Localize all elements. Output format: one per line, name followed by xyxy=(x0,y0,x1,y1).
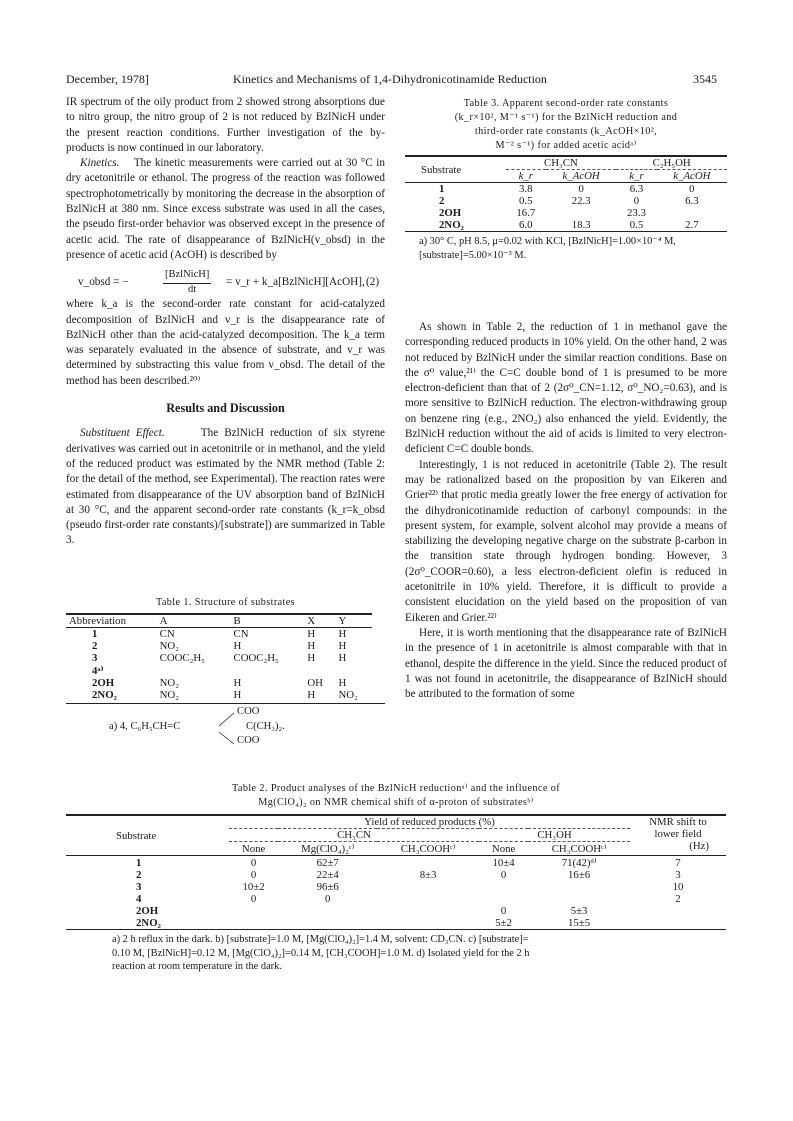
t1-cell: H xyxy=(233,677,242,689)
t2-nmr-line-1: NMR shift to xyxy=(649,816,707,828)
t2-cell xyxy=(229,905,278,917)
t2-cell: 0 xyxy=(500,869,507,881)
table-1 xyxy=(66,596,385,748)
section-heading: Results and Discussion xyxy=(166,401,285,416)
t2-header-ch3oh: CH₃OH xyxy=(479,829,630,842)
t2-cell: 3 xyxy=(136,881,142,893)
t3-cell: 22.3 xyxy=(571,195,591,207)
t1-ring-lines xyxy=(216,708,252,748)
table-row xyxy=(66,869,726,881)
t1-header-abbrev: Abbreviation xyxy=(69,615,126,627)
t3-caption-2: (k_r×10², M⁻¹ s⁻¹) for the BzlNicH reduction and xyxy=(454,112,678,123)
table-row xyxy=(66,905,726,917)
t1-cell: 2OH xyxy=(92,677,115,689)
t1-note-bottom: COO xyxy=(237,735,260,746)
t2-header-yield: Yield of reduced products (%) xyxy=(229,815,630,829)
t2-sub-none-2: None xyxy=(491,842,516,855)
t3-caption-4: M⁻² s⁻¹) for added acetic acidᵃ⁾ xyxy=(495,140,637,151)
t2-cell: 3 xyxy=(675,869,681,881)
t3-header-substrate: Substrate xyxy=(421,163,462,176)
t2-sub-acoh-1: CH₃COOHᶜ⁾ xyxy=(400,843,456,855)
table-row xyxy=(66,640,372,652)
t3-cell: 0 xyxy=(633,195,640,207)
t1-header-b: B xyxy=(233,615,241,627)
t2-sub-none-1: None xyxy=(241,842,266,855)
substituent-label: Substituent Effect. xyxy=(80,427,165,440)
table-row xyxy=(405,183,727,196)
table-2-grid xyxy=(66,814,726,929)
equation-2 xyxy=(66,269,385,296)
t2-cell xyxy=(479,893,528,905)
t3-header-kr-2: k_r xyxy=(629,170,644,182)
t2-sub-acoh-2: CH₃COOHᶜ⁾ xyxy=(551,843,607,855)
t1-cell: H xyxy=(338,652,347,664)
t2-cell: 5±3 xyxy=(570,905,588,917)
t3-cell: 16.7 xyxy=(516,207,536,219)
t3-cell: 6.3 xyxy=(685,195,699,207)
t2-cell: 10 xyxy=(672,881,684,893)
t3-cell xyxy=(546,207,616,219)
table-3 xyxy=(405,97,727,262)
t2-cell: 5±2 xyxy=(495,917,512,929)
t2-header-substrate: Substrate xyxy=(116,829,157,842)
t2-cell xyxy=(630,917,726,929)
table-row xyxy=(66,677,372,689)
t3-cell: 2.7 xyxy=(685,219,699,231)
t2-note-2: 0.10 M, [BzlNicH]=0.12 M, [Mg(ClO₄)₂]=0.14 M, [CH₃COOH]=1.0 M. d) Isolated yield for the 2 h xyxy=(112,947,530,959)
t3-cell: 6.0 xyxy=(519,219,533,231)
t2-cell: 71(42)ᵈ⁾ xyxy=(561,857,597,869)
t1-cell: NO₂ xyxy=(159,640,179,652)
t1-cell: H xyxy=(338,640,347,652)
t3-header-c2h5oh: C₂H₅OH xyxy=(616,156,727,170)
t1-note-top: COO xyxy=(237,706,260,717)
table-row xyxy=(66,917,726,929)
t2-header-nmr xyxy=(630,815,726,856)
t2-cell: 2 xyxy=(136,869,142,881)
t2-cell xyxy=(278,917,377,929)
table-row xyxy=(66,893,726,905)
t2-caption-2: Mg(ClO₄)₂ on NMR chemical shift of α-proton of substratesᵇ⁾ xyxy=(258,797,534,808)
kinetics-label: Kinetics. xyxy=(80,157,120,170)
t1-cell: H xyxy=(338,677,347,689)
t1-cell: 2NO₂ xyxy=(92,689,117,701)
table-row xyxy=(405,219,727,231)
t3-cell: 18.3 xyxy=(571,219,591,231)
t2-cell: 0 xyxy=(500,905,507,917)
table-3-grid xyxy=(405,155,727,231)
paragraph-methanol: As shown in Table 2, the reduction of 1 in methanol gave the corresponding reduced products in 10% yield. On the other hand, 2 was not reduced by BzlNicH under the similar reaction conditions. Base on the σ⁰ value,²¹⁾ the C=C double bond of 1 is presumed to be more electron-deficient than that of 2 (2σ⁰_CN=1.12, σ⁰_NO₂=0.63), and is more sensitive to BzlNicH reduction. The electron-withdrawing group on benzene ring (e.g., 2NO₂) also enhanced the yield. Evidently, the BzlNicH reduction without the aid of acids is limited to very electron-deficient C=C double bonds. xyxy=(405,321,727,456)
table-row xyxy=(66,628,372,641)
right-column xyxy=(405,320,727,702)
eq-numerator: [BzlNicH] xyxy=(163,267,211,283)
t2-cell xyxy=(377,905,479,917)
t1-header-a: A xyxy=(159,615,168,627)
t3-cell: 2NO₂ xyxy=(439,219,464,231)
t2-cell: 2OH xyxy=(136,905,159,917)
paragraph-substituent xyxy=(66,426,385,548)
t3-cell: 0 xyxy=(689,183,695,195)
t2-header-ch3cn: CH₃CN xyxy=(229,829,479,842)
t3-cell: 0.5 xyxy=(519,195,533,207)
t1-cell xyxy=(157,664,231,677)
t2-cell xyxy=(630,905,726,917)
table-1-grid xyxy=(66,613,372,701)
t2-cell: 2 xyxy=(675,893,681,905)
t3-header-kacoh-2: k_AcOH xyxy=(673,170,711,182)
t1-cell: NO₂ xyxy=(159,689,179,701)
table-1-caption: Table 1. Structure of substrates xyxy=(155,597,296,608)
header-page: 3545 xyxy=(693,72,717,86)
t3-cell: 2OH xyxy=(439,207,462,219)
t3-cell: 0 xyxy=(578,183,584,195)
t3-cell: 2 xyxy=(439,195,445,207)
table-2 xyxy=(66,782,726,974)
table-row xyxy=(66,689,372,701)
t2-cell: 0 xyxy=(250,856,257,869)
t2-cell: 10±4 xyxy=(492,856,515,869)
t2-nmr-line-3: (Hz) xyxy=(689,840,709,852)
paragraph-ka: where k_a is the second-order rate constant for acid-catalyzed decomposition of BzlNicH and v_r is the disappearance rate of BzlNicH other than the acid-catalyzed decomposition. The k_a term was separately evaluated in the absence of substrate, and v_r was determined by substracting this value from v_obsd. The detail of the method has been described.²⁰⁾ xyxy=(66,298,385,387)
t2-sub-mg: Mg(ClO₄)₂ᶜ⁾ xyxy=(301,843,355,855)
t1-cell: H xyxy=(307,640,316,652)
t3-caption-1: Table 3. Apparent second-order rate constants xyxy=(463,98,669,109)
t2-cell: 96±6 xyxy=(316,881,339,893)
t3-header-ch3cn: CH₃CN xyxy=(506,156,617,170)
paragraph-acetonitrile: Interestingly, 1 is not reduced in acetonitrile (Table 2). The result may be rationalized based on the proposition by van Eikeren and Grier²²⁾ that protic media greatly lower the free energy of activation for the dihydronicotinamide reduction of carbonyl compounds: in the present system, for example, solvent alcohol may provide a means of stabilizing the developing negative charge on the substrate β-carbon in the transition state through hydrogen bonding. However, 3 (2σ⁰_COOR=0.60), a less electron-deficient olefin is reduced in acetonitrile in 10% yield. Therefore, it is difficult to provide a consistent elucidation on the yield based on the proposition of van Eikeren and Grier.²²⁾ xyxy=(405,458,727,624)
t2-cell xyxy=(377,893,479,905)
t1-header-x: X xyxy=(307,615,316,627)
t3-header-kr-1: k_r xyxy=(518,170,533,182)
table-row xyxy=(66,664,372,677)
t2-cell: 4 xyxy=(136,893,142,905)
t2-cell xyxy=(528,881,630,893)
t1-note-prefix: a) 4, C₆H₅CH=C xyxy=(109,721,181,732)
table-row xyxy=(405,195,727,207)
t3-cell: 6.3 xyxy=(629,183,644,195)
left-column xyxy=(66,95,385,549)
t1-cell: CN xyxy=(159,628,175,640)
t1-cell: OH xyxy=(307,677,323,689)
t1-cell: 2 xyxy=(92,640,98,652)
t3-note: a) 30° C, pH 8.5, μ=0.02 with KCl, [BzlNicH]=1.00×10⁻⁴ M, [substrate]=5.00×10⁻³ M. xyxy=(405,231,727,262)
t2-cell xyxy=(528,893,630,905)
t1-cell: COOC₂H₅ xyxy=(159,652,205,664)
t2-cell xyxy=(377,917,479,929)
table-row xyxy=(66,881,726,893)
eq-rhs: = v_r + k_a[BzlNicH][AcOH], xyxy=(226,276,365,289)
t1-cell: H xyxy=(233,640,242,652)
eq-denominator: dt xyxy=(188,284,197,296)
t1-body xyxy=(66,628,372,702)
t3-header-kacoh-1: k_AcOH xyxy=(562,170,600,182)
t2-cell: 8±3 xyxy=(419,869,437,881)
t2-cell: 10±2 xyxy=(242,881,265,893)
t2-note-1: a) 2 h reflux in the dark. b) [substrate]=1.0 M, [Mg(ClO₄)₂]=1.4 M, solvent: CD₃CN. c) [substrate]= xyxy=(112,934,529,945)
t1-cell: H xyxy=(307,628,316,640)
t1-cell: H xyxy=(338,628,347,640)
t1-cell: NO₂ xyxy=(159,677,179,689)
t1-cell: H xyxy=(233,689,242,701)
paragraph-disappearance: Here, it is worth mentioning that the disappearance rate of BzlNicH in the presence of 1 in acetonitrile is almost comparable with that in ethanol, despite the difference in the yield. Since the reduced product of 1 was not found in acetonitrile, the disappearance of BzlNicH should be attributed to the formation of some xyxy=(405,626,727,701)
t3-cell: 0.5 xyxy=(629,219,644,231)
table-row xyxy=(66,652,372,664)
t1-cell: 3 xyxy=(92,652,98,664)
t1-cell: 4ᵃ⁾ xyxy=(92,665,104,677)
t2-cell: 2NO₂ xyxy=(136,917,161,929)
t3-cell: 23.3 xyxy=(627,207,646,219)
t2-cell xyxy=(229,917,278,929)
t1-cell xyxy=(304,664,335,677)
t1-header-y: Y xyxy=(338,615,347,627)
t3-caption-3: third-order rate constants (k_AcOH×10², xyxy=(474,126,658,137)
t2-cell xyxy=(377,856,479,870)
t2-cell: 0 xyxy=(250,869,257,881)
t1-cell: COOC₂H₅ xyxy=(233,652,279,664)
t2-cell xyxy=(377,881,479,893)
t2-note-3: reaction at room temperature in the dark. xyxy=(112,961,282,972)
t1-cell xyxy=(231,664,305,677)
table-1-note xyxy=(66,703,385,748)
table-row xyxy=(405,207,727,219)
t2-nmr-line-2: lower field xyxy=(654,828,702,840)
t1-cell xyxy=(335,664,372,677)
t1-cell: H xyxy=(307,652,316,664)
kinetics-text: The kinetic measurements were carried out at 30 °C in dry acetonitrile or ethanol. The progress of the reaction was followed spectrophotometrically by monitoring the decrease in the absorption of BzlNicH at 380 nm. Since excess substrate was used in all the cases, the pseudo first-order behavior was observed except in the presence of acetic acid. The rate of disappearance of BzlNicH(v_obsd) in the presence of acetic acid (AcOH) is described by xyxy=(66,157,385,261)
t1-note-mid: C(CH₃)₂. xyxy=(246,721,285,732)
t2-body xyxy=(66,856,726,930)
t2-cell: 22±4 xyxy=(316,869,339,881)
t1-cell: NO₂ xyxy=(338,689,358,701)
t2-cell: 1 xyxy=(136,856,142,869)
t2-cell xyxy=(479,881,528,893)
eq-label: (2) xyxy=(366,276,380,289)
t3-body xyxy=(405,183,727,232)
t2-cell: 0 xyxy=(250,893,257,905)
header-date: December, 1978] xyxy=(66,72,149,86)
t2-notes xyxy=(66,929,726,974)
paragraph-ir: IR spectrum of the oily product from 2 showed strong absorptions due to nitro group, the nitro group of 2 is not reduced by BzlNicH under the present reaction conditions. Further investigation of the by-products is now continued in our laboratory. xyxy=(66,96,385,154)
header-title: Kinetics and Mechanisms of 1,4-Dihydronicotinamide Reduction xyxy=(233,72,547,86)
t3-cell: 1 xyxy=(439,183,445,195)
table-row xyxy=(66,856,726,870)
t1-cell: CN xyxy=(233,628,249,640)
paragraph-kinetics xyxy=(66,156,385,263)
t2-cell xyxy=(278,905,377,917)
t1-cell: 1 xyxy=(92,628,98,640)
t1-cell: H xyxy=(307,689,316,701)
substituent-text: The BzlNicH reduction of six styrene derivatives was carried out in acetonitrile or in methanol, and the yield of the reduced product was estimated by the NMR method (Table 2: for the detail of the method, see Experimental). The reaction rates were estimated from disappearance of the UV absorption band of BzlNicH at 30 °C, and the apparent second-order rate constants (k_r=k_obsd (pseudo first-order rate constants)/[substrate]) are summarized in Table 3. xyxy=(66,427,386,547)
t2-cell: 0 xyxy=(325,893,331,905)
t3-cell: 3.8 xyxy=(519,183,533,195)
t2-cell: 16±6 xyxy=(568,869,591,881)
t3-cell xyxy=(657,207,727,219)
t2-cell: 62±7 xyxy=(316,856,339,869)
t2-cell: 15±5 xyxy=(568,917,591,929)
eq-lhs: v_obsd = − xyxy=(78,276,129,289)
t2-caption-1: Table 2. Product analyses of the BzlNicH reductionᵃ⁾ and the influence of xyxy=(232,783,560,794)
t2-cell: 7 xyxy=(675,856,681,869)
